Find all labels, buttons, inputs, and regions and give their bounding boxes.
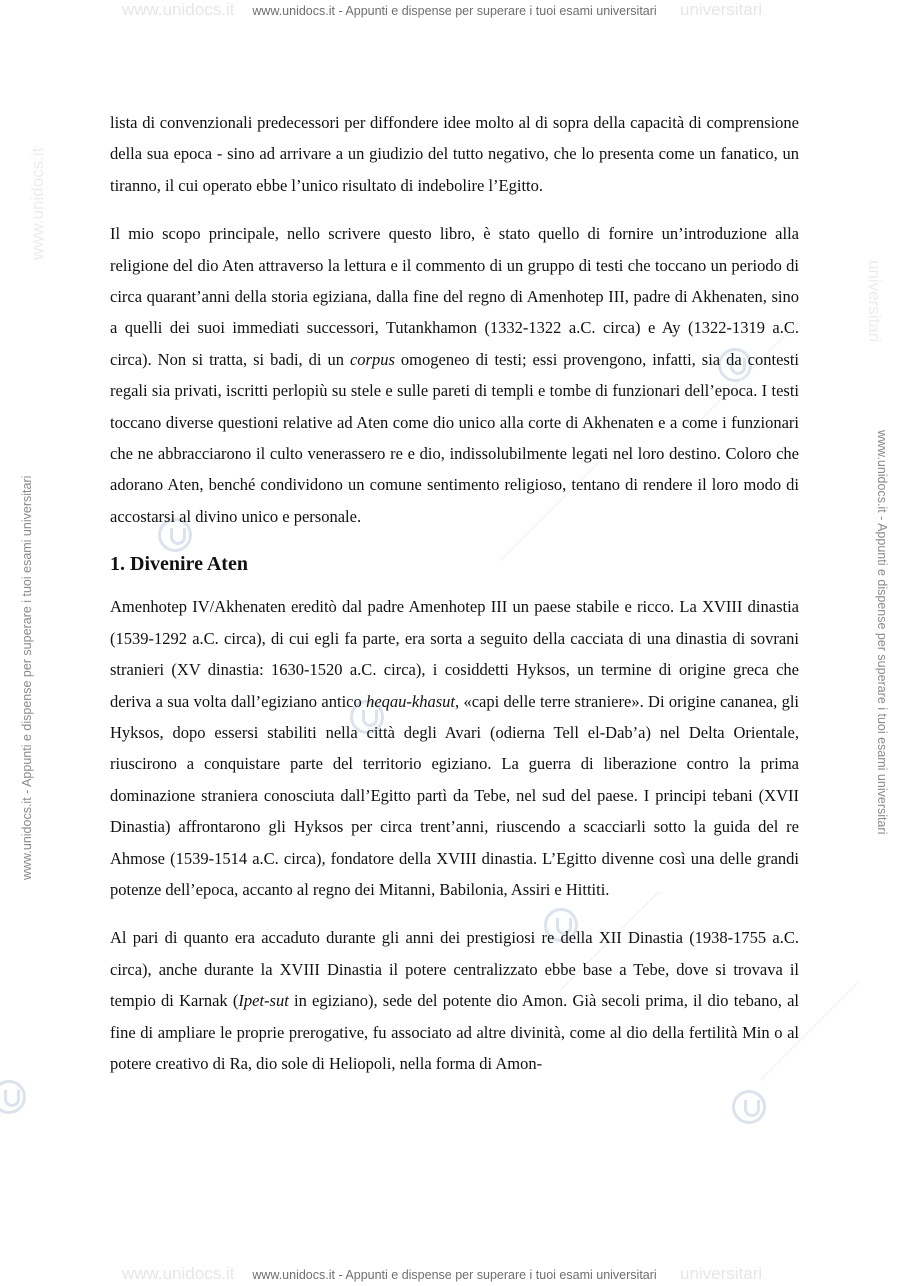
paragraph-hyksos bbox=[110, 591, 799, 905]
paragraph-text: Il mio scopo principale, nello scrivere questo libro, è stato quello di fornire un’introduzione alla religione del dio Aten attraverso la lettura e il commento di un gruppo di testi che toccano un periodo di circa quarant’anni della storia egiziana, dalla fine del regno di Amenhotep III, padre di Akhenaten, sino a quelli dei suoi immediati successori, Tutankhamon (1332-1322 a.C. circa) e Ay (1322-1319 a.C. circa). Non si tratta, si badi, di un bbox=[110, 224, 799, 369]
watermark-logo-icon bbox=[0, 1080, 26, 1114]
watermark-ghost-side-left: www.unidocs.it bbox=[28, 147, 47, 260]
watermark-banner-bottom bbox=[0, 1264, 909, 1283]
watermark-banner-text: www.unidocs.it - Appunti e dispense per superare i tuoi esami universitari bbox=[252, 1268, 657, 1282]
watermark-side-right: www.unidocs.it - Appunti e dispense per superare i tuoi esami universitari bbox=[875, 430, 889, 835]
document-body bbox=[110, 107, 799, 1096]
italic-term: corpus bbox=[349, 349, 395, 369]
paragraph-text: omogeneo di testi; essi provengono, infatti, sia da contesti regali sia privati, iscritti perlopiù su stele e sulle pareti di templi e tombe di funzionari dell’epoca. I testi toccano diverse questioni relative ad Aten come dio unico alla corte di Akhenaten e a come i funzionari che ne abbracciarono il culto venerassero re e dio, indissolubilmente legati nel loro destino. Coloro che adorano Aten, benché condividono un comune sentimento religioso, tentano di rendere il loro modo di accostarsi al divino unico e personale. bbox=[110, 349, 799, 526]
watermark-banner-text: www.unidocs.it - Appunti e dispense per superare i tuoi esami universitari bbox=[252, 4, 657, 18]
watermark-ghost-left: www.unidocs.it bbox=[122, 0, 235, 19]
paragraph-continuation: lista di convenzionali predecessori per diffondere idee molto al di sopra della capacità di comprensione della sua epoca - sino ad arrivare a un giudizio del tutto negativo, che lo presenta come un fanatico, un tiranno, il cui operato ebbe l’unico risultato di indebolire l’Egitto. bbox=[110, 113, 799, 195]
italic-term: heqau-khasut bbox=[366, 691, 455, 711]
section-heading: 1. Divenire Aten bbox=[110, 553, 248, 576]
italic-term: Ipet-sut bbox=[238, 991, 289, 1011]
watermark-ghost-right: universitari bbox=[680, 0, 763, 19]
watermark-ghost-side-right: universitari bbox=[865, 260, 884, 343]
paragraph-text: , «capi delle terre straniere». Di origine cananea, gli Hyksos, dopo essersi stabiliti nella città degli Avari (odierna Tell el-Dab’a) nel Delta Orientale, riuscirono a conquistare parte del territorio egiziano. La guerra di liberazione contro la prima dominazione straniera conosciuta dall’Egitto partì da Tebe, nel sud del paese. I principi tebani (XVII Dinastia) affrontarono gli Hyksos per circa trent’anni, riuscendo a scacciarli sotto la guida del re Ahmose (1539-1514 a.C. circa), fondatore della XVIII dinastia. L’Egitto divenne così una delle grandi potenze dell’epoca, accanto al regno dei Mitanni, Babilonia, Assiri e Hittiti. bbox=[110, 691, 799, 899]
watermark-ghost-right: universitari bbox=[680, 1264, 763, 1283]
watermark-side-left: www.unidocs.it - Appunti e dispense per superare i tuoi esami universitari bbox=[20, 475, 34, 880]
paragraph-text: in egiziano), sede del potente dio Amon. Già secoli prima, il dio tebano, al fine di ampliare le proprie prerogative, fu associato ad altre divinità, come al dio della fertilità Min o al potere creativo di Ra, dio sole di Heliopoli, nella forma di Amon- bbox=[110, 991, 799, 1073]
paragraph-thebes bbox=[110, 922, 799, 1079]
watermark-ghost-left: www.unidocs.it bbox=[122, 1264, 235, 1283]
paragraph-text: Amenhotep IV/Akhenaten ereditò dal padre Amenhotep III un paese stabile e ricco. La XVIII dinastia (1539-1292 a.C. circa), di cui egli fa parte, era sorta a seguito della cacciata di una dinastia di sovrani stranieri (XV dinastia: 1630-1520 a.C. circa), i cosiddetti Hyksos, un termine di origine greca che deriva a sua volta dall’egiziano antico bbox=[110, 597, 799, 711]
watermark-banner-top bbox=[0, 0, 909, 19]
paragraph-intro bbox=[110, 218, 799, 532]
paragraph-text: Al pari di quanto era accaduto durante gli anni dei prestigiosi re della XII Dinastia (1938-1755 a.C. circa), anche durante la XVIII Dinastia il potere centralizzato ebbe base a Tebe, dove si trovava il tempio di Karnak ( bbox=[110, 928, 799, 1011]
